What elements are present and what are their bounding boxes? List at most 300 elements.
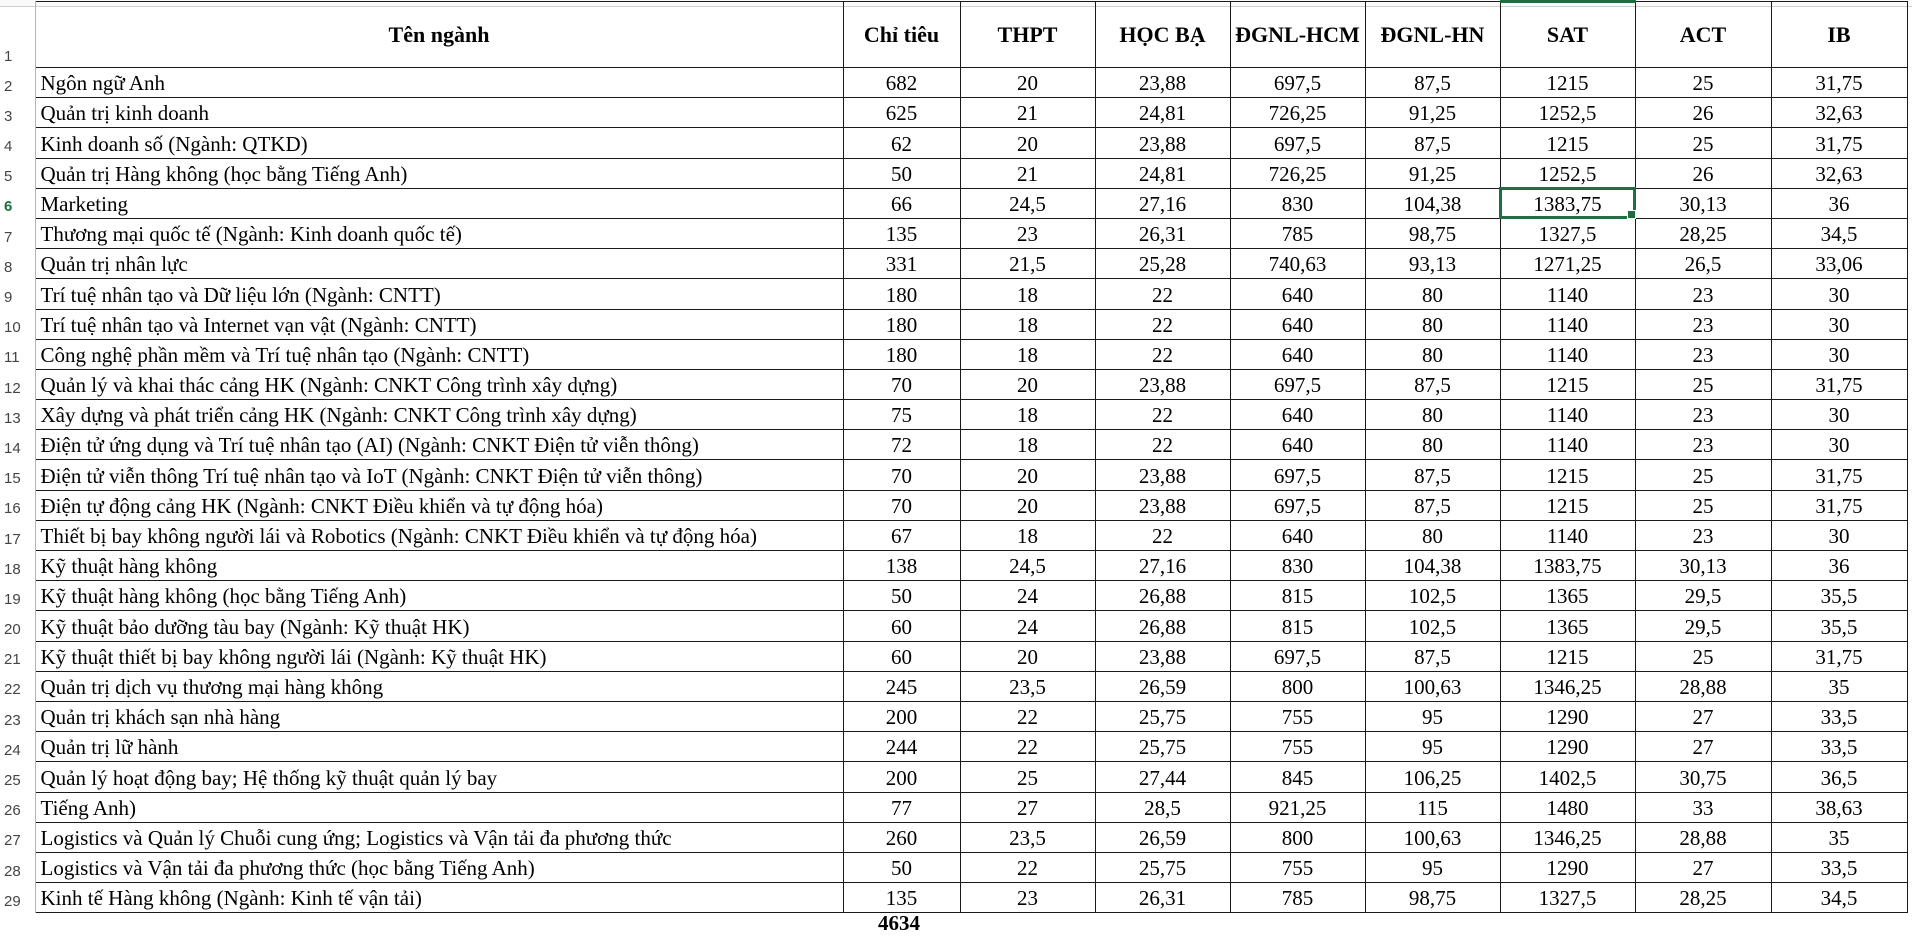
cell-value[interactable] (1635, 490, 1771, 520)
cell-value[interactable] (1771, 68, 1907, 98)
cell-value[interactable] (1771, 279, 1907, 309)
cell-value[interactable] (843, 792, 960, 822)
cell-value[interactable] (1635, 883, 1771, 913)
cell-value[interactable] (1095, 762, 1230, 792)
cell-value[interactable] (1095, 611, 1230, 641)
cell-major-name[interactable] (35, 732, 843, 762)
cell-value[interactable] (1230, 188, 1365, 218)
cell-value[interactable] (1365, 460, 1500, 490)
cell-value[interactable] (843, 520, 960, 550)
row-number[interactable]: 23 (0, 701, 35, 731)
row-number[interactable]: 4 (0, 128, 35, 158)
cell-value[interactable] (1230, 701, 1365, 731)
cell-value[interactable] (1500, 792, 1635, 822)
cell-value[interactable] (1635, 188, 1771, 218)
cell-value[interactable] (960, 460, 1095, 490)
cell-value[interactable] (960, 520, 1095, 550)
cell-value[interactable] (1635, 128, 1771, 158)
cell-value[interactable] (960, 430, 1095, 460)
cell-value[interactable] (1771, 218, 1907, 248)
cell-value[interactable] (1635, 249, 1771, 279)
cell-value[interactable] (1365, 430, 1500, 460)
cell-value[interactable] (1635, 641, 1771, 671)
cell-value[interactable] (1635, 400, 1771, 430)
cell-value[interactable] (960, 158, 1095, 188)
column-header[interactable]: HỌC BẠ (1095, 2, 1230, 68)
cell-value[interactable] (1500, 852, 1635, 882)
cell-value[interactable] (960, 762, 1095, 792)
cell-major-name[interactable] (35, 883, 843, 913)
cell-value[interactable] (1771, 309, 1907, 339)
cell-value[interactable] (960, 732, 1095, 762)
cell-value[interactable] (960, 581, 1095, 611)
cell-value[interactable] (1095, 98, 1230, 128)
cell-value[interactable] (843, 641, 960, 671)
cell-value[interactable] (1771, 551, 1907, 581)
cell-value[interactable] (1365, 309, 1500, 339)
cell-value[interactable] (1095, 339, 1230, 369)
cell-value[interactable] (1771, 188, 1907, 218)
column-header[interactable]: THPT (960, 2, 1095, 68)
cell-value[interactable] (1365, 128, 1500, 158)
cell-value[interactable] (1230, 671, 1365, 701)
cell-value[interactable] (843, 490, 960, 520)
cell-value[interactable] (1365, 158, 1500, 188)
cell-value[interactable] (843, 762, 960, 792)
cell-value[interactable] (1230, 460, 1365, 490)
cell-value[interactable] (1635, 520, 1771, 550)
cell-value[interactable] (1230, 611, 1365, 641)
cell-value[interactable] (843, 581, 960, 611)
cell-value[interactable] (843, 309, 960, 339)
cell-value[interactable] (1500, 701, 1635, 731)
cell-major-name[interactable] (35, 762, 843, 792)
row-number[interactable]: 25 (0, 762, 35, 792)
cell-value[interactable] (1230, 641, 1365, 671)
cell-value[interactable] (1365, 369, 1500, 399)
row-number[interactable]: 22 (0, 671, 35, 701)
row-number[interactable]: 20 (0, 611, 35, 641)
cell-value[interactable] (1365, 641, 1500, 671)
cell-major-name[interactable] (35, 822, 843, 852)
cell-value[interactable] (1635, 852, 1771, 882)
cell-value[interactable] (1500, 68, 1635, 98)
cell-value[interactable] (1230, 762, 1365, 792)
cell-value[interactable] (1230, 218, 1365, 248)
cell-value[interactable] (1230, 430, 1365, 460)
cell-value[interactable] (1771, 792, 1907, 822)
cell-value[interactable] (1095, 732, 1230, 762)
cell-value[interactable] (843, 611, 960, 641)
row-number[interactable]: 17 (0, 520, 35, 550)
cell-value[interactable] (1095, 369, 1230, 399)
cell-value[interactable] (1365, 249, 1500, 279)
cell-value[interactable] (960, 188, 1095, 218)
cell-value[interactable] (843, 188, 960, 218)
cell-value[interactable] (1771, 490, 1907, 520)
cell-value[interactable] (1771, 762, 1907, 792)
cell-value[interactable] (1230, 279, 1365, 309)
cell-value[interactable] (1095, 430, 1230, 460)
cell-value[interactable] (1635, 430, 1771, 460)
cell-major-name[interactable] (35, 158, 843, 188)
cell-value[interactable] (1230, 249, 1365, 279)
row-number[interactable]: 9 (0, 279, 35, 309)
cell-value[interactable] (1771, 852, 1907, 882)
row-number[interactable]: 28 (0, 852, 35, 882)
cell-value[interactable] (1771, 128, 1907, 158)
cell-value[interactable] (1365, 98, 1500, 128)
cell-text: 26,88 (1138, 614, 1187, 639)
cell-value[interactable] (1635, 671, 1771, 701)
row-number[interactable]: 16 (0, 490, 35, 520)
column-header[interactable]: ACT (1635, 2, 1771, 68)
column-header[interactable]: IB (1771, 2, 1907, 68)
cell-value[interactable] (1095, 249, 1230, 279)
cell-value[interactable] (1365, 188, 1500, 218)
cell-value[interactable] (1771, 158, 1907, 188)
cell-value[interactable] (1635, 158, 1771, 188)
cell-value[interactable] (1095, 188, 1230, 218)
cell-major-name[interactable] (35, 279, 843, 309)
cell-value[interactable] (1771, 369, 1907, 399)
cell-value[interactable] (1365, 490, 1500, 520)
cell-value[interactable] (960, 339, 1095, 369)
row-number[interactable]: 21 (0, 641, 35, 671)
cell-value[interactable] (1500, 188, 1635, 218)
cell-value[interactable] (1635, 68, 1771, 98)
cell-value[interactable] (843, 671, 960, 701)
cell-value[interactable] (1365, 551, 1500, 581)
cell-value[interactable] (1500, 279, 1635, 309)
cell-value[interactable] (1365, 792, 1500, 822)
row-number[interactable]: 12 (0, 369, 35, 399)
cell-value[interactable] (960, 98, 1095, 128)
cell-value[interactable] (960, 309, 1095, 339)
cell-value[interactable] (843, 369, 960, 399)
cell-value[interactable] (1095, 671, 1230, 701)
cell-value[interactable] (1635, 279, 1771, 309)
cell-value[interactable] (1500, 641, 1635, 671)
cell-value[interactable] (843, 883, 960, 913)
cell-value[interactable] (1635, 551, 1771, 581)
row-number[interactable]: 3 (0, 98, 35, 128)
cell-major-name[interactable] (35, 852, 843, 882)
cell-major-name[interactable] (35, 641, 843, 671)
cell-value[interactable] (1230, 68, 1365, 98)
cell-value[interactable] (1095, 883, 1230, 913)
cell-value[interactable] (843, 822, 960, 852)
cell-value[interactable] (1635, 732, 1771, 762)
cell-value[interactable] (1500, 460, 1635, 490)
row-number[interactable]: 2 (0, 68, 35, 98)
cell-value[interactable] (1771, 611, 1907, 641)
cell-value[interactable] (1635, 98, 1771, 128)
cell-value[interactable] (960, 822, 1095, 852)
cell-value[interactable] (1095, 852, 1230, 882)
cell-value[interactable] (843, 128, 960, 158)
cell-value[interactable] (1095, 792, 1230, 822)
cell-value[interactable] (1771, 430, 1907, 460)
cell-value[interactable] (1095, 551, 1230, 581)
cell-value[interactable] (1500, 732, 1635, 762)
cell-value[interactable] (1500, 158, 1635, 188)
row-number[interactable]: 18 (0, 551, 35, 581)
cell-value[interactable] (1365, 883, 1500, 913)
cell-value[interactable] (1500, 128, 1635, 158)
cell-major-name[interactable] (35, 249, 843, 279)
cell-value[interactable] (960, 792, 1095, 822)
cell-value[interactable] (1230, 732, 1365, 762)
cell-value[interactable] (1771, 701, 1907, 731)
column-header[interactable]: SAT (1500, 2, 1635, 68)
cell-value[interactable] (1500, 339, 1635, 369)
cell-value[interactable] (1095, 68, 1230, 98)
cell-value[interactable] (1230, 551, 1365, 581)
cell-value[interactable] (1230, 158, 1365, 188)
row-number[interactable]: 6 (0, 188, 35, 218)
cell-major-name[interactable] (35, 551, 843, 581)
cell-value[interactable] (960, 671, 1095, 701)
cell-text: 27 (1692, 735, 1714, 760)
cell-value[interactable] (1365, 762, 1500, 792)
cell-value[interactable] (1500, 400, 1635, 430)
cell-value[interactable] (843, 339, 960, 369)
cell-major-name[interactable] (35, 128, 843, 158)
cell-value[interactable] (1771, 520, 1907, 550)
cell-value[interactable] (1500, 762, 1635, 792)
cell-value[interactable] (1095, 520, 1230, 550)
cell-value[interactable] (1500, 490, 1635, 520)
cell-value[interactable] (1230, 400, 1365, 430)
cell-value[interactable] (1635, 701, 1771, 731)
cell-value[interactable] (1500, 520, 1635, 550)
cell-value[interactable] (1095, 581, 1230, 611)
cell-value[interactable] (1500, 671, 1635, 701)
cell-text: Thiết bị bay không người lái và Robotics (Ngành: CNKT Điều khiển và tự động hóa) (40, 524, 757, 548)
row-number[interactable]: 8 (0, 249, 35, 279)
cell-major-name[interactable] (35, 460, 843, 490)
cell-value[interactable] (843, 400, 960, 430)
cell-major-name[interactable] (35, 430, 843, 460)
cell-value[interactable] (960, 218, 1095, 248)
cell-value[interactable] (1771, 400, 1907, 430)
cell-value[interactable] (960, 249, 1095, 279)
row-number[interactable]: 10 (0, 309, 35, 339)
cell-value[interactable] (1771, 249, 1907, 279)
cell-value[interactable] (843, 98, 960, 128)
cell-value[interactable] (1500, 369, 1635, 399)
cell-value[interactable] (1771, 822, 1907, 852)
cell-value[interactable] (1095, 701, 1230, 731)
cell-value[interactable] (843, 551, 960, 581)
cell-value[interactable] (1500, 611, 1635, 641)
cell-value[interactable] (1230, 883, 1365, 913)
column-header[interactable]: Chỉ tiêu (843, 2, 960, 68)
cell-value[interactable] (1635, 369, 1771, 399)
cell-value[interactable] (960, 369, 1095, 399)
cell-major-name[interactable] (35, 369, 843, 399)
column-header[interactable]: ĐGNL-HN (1365, 2, 1500, 68)
cell-major-name[interactable] (35, 309, 843, 339)
cell-value[interactable] (1771, 339, 1907, 369)
cell-value[interactable] (1230, 339, 1365, 369)
cell-value[interactable] (1365, 732, 1500, 762)
cell-value[interactable] (1365, 520, 1500, 550)
cell-value[interactable] (960, 883, 1095, 913)
cell-value[interactable] (960, 128, 1095, 158)
cell-text: 22 (1152, 342, 1173, 367)
cell-value[interactable] (1230, 98, 1365, 128)
row-number[interactable]: 5 (0, 158, 35, 188)
cell-value[interactable] (1095, 218, 1230, 248)
cell-value[interactable] (1771, 641, 1907, 671)
cell-value[interactable] (1635, 218, 1771, 248)
cell-value[interactable] (1635, 611, 1771, 641)
cell-value[interactable] (960, 279, 1095, 309)
cell-value[interactable] (1365, 581, 1500, 611)
cell-value[interactable] (1230, 309, 1365, 339)
cell-major-name[interactable] (35, 581, 843, 611)
cell-major-name[interactable] (35, 339, 843, 369)
cell-value[interactable] (1365, 339, 1500, 369)
cell-value[interactable] (960, 641, 1095, 671)
cell-value[interactable] (1500, 430, 1635, 460)
cell-value[interactable] (1635, 822, 1771, 852)
row-number[interactable]: 13 (0, 400, 35, 430)
cell-value[interactable] (1500, 249, 1635, 279)
cell-value[interactable] (960, 490, 1095, 520)
cell-value[interactable] (1365, 671, 1500, 701)
cell-major-name[interactable] (35, 701, 843, 731)
cell-value[interactable] (960, 701, 1095, 731)
cell-value[interactable] (1095, 490, 1230, 520)
cell-value[interactable] (1771, 883, 1907, 913)
cell-value[interactable] (1635, 339, 1771, 369)
column-header[interactable]: ĐGNL-HCM (1230, 2, 1365, 68)
cell-value[interactable] (1365, 611, 1500, 641)
row-number[interactable]: 27 (0, 822, 35, 852)
cell-value[interactable] (1635, 581, 1771, 611)
cell-value[interactable] (960, 68, 1095, 98)
cell-major-name[interactable] (35, 671, 843, 701)
cell-value[interactable] (843, 249, 960, 279)
cell-value[interactable] (1500, 218, 1635, 248)
cell-value[interactable] (1095, 158, 1230, 188)
cell-value[interactable] (1095, 460, 1230, 490)
cell-major-name[interactable] (35, 490, 843, 520)
cell-value[interactable] (1230, 490, 1365, 520)
cell-major-name[interactable] (35, 68, 843, 98)
cell-value[interactable] (1635, 460, 1771, 490)
cell-value[interactable] (1230, 792, 1365, 822)
cell-value[interactable] (1230, 520, 1365, 550)
cell-value[interactable] (1230, 822, 1365, 852)
cell-value[interactable] (843, 279, 960, 309)
cell-value[interactable] (1095, 400, 1230, 430)
row-number[interactable]: 1 (0, 2, 35, 68)
cell-value[interactable] (1365, 218, 1500, 248)
cell-value[interactable] (1365, 852, 1500, 882)
row-number[interactable]: 7 (0, 218, 35, 248)
cell-value[interactable] (1230, 369, 1365, 399)
cell-value[interactable] (843, 732, 960, 762)
cell-major-name[interactable] (35, 792, 843, 822)
cell-value[interactable] (960, 551, 1095, 581)
cell-text: 62 (891, 131, 912, 156)
cell-text: Marketing (40, 191, 128, 216)
cell-value[interactable] (843, 158, 960, 188)
cell-value[interactable] (1365, 701, 1500, 731)
cell-value[interactable] (1771, 671, 1907, 701)
cell-value[interactable] (960, 611, 1095, 641)
row-number[interactable]: 11 (0, 339, 35, 369)
cell-major-name[interactable] (35, 611, 843, 641)
cell-value[interactable] (843, 430, 960, 460)
cell-major-name[interactable] (35, 188, 843, 218)
cell-value[interactable] (1095, 309, 1230, 339)
cell-value[interactable] (1365, 400, 1500, 430)
cell-text: 80 (1422, 282, 1443, 307)
cell-value[interactable] (1771, 460, 1907, 490)
cell-value[interactable] (1230, 581, 1365, 611)
cell-value[interactable] (843, 218, 960, 248)
cell-value[interactable] (1771, 581, 1907, 611)
cell-value[interactable] (1230, 128, 1365, 158)
row-number[interactable]: 19 (0, 581, 35, 611)
cell-value[interactable] (843, 68, 960, 98)
cell-value[interactable] (1500, 822, 1635, 852)
row-number[interactable]: 15 (0, 460, 35, 490)
cell-value[interactable] (843, 460, 960, 490)
cell-value[interactable] (1635, 309, 1771, 339)
cell-value[interactable] (843, 852, 960, 882)
cell-value[interactable] (1365, 68, 1500, 98)
cell-value[interactable] (960, 852, 1095, 882)
cell-major-name[interactable] (35, 98, 843, 128)
row-number[interactable]: 24 (0, 732, 35, 762)
cell-value[interactable] (1365, 822, 1500, 852)
cell-major-name[interactable] (35, 400, 843, 430)
cell-value[interactable] (1230, 852, 1365, 882)
cell-value[interactable] (1500, 309, 1635, 339)
cell-major-name[interactable] (35, 218, 843, 248)
row-number[interactable]: 14 (0, 430, 35, 460)
cell-text: 785 (1281, 886, 1314, 911)
cell-value[interactable] (1500, 98, 1635, 128)
row-number[interactable]: 26 (0, 792, 35, 822)
cell-value[interactable] (1500, 883, 1635, 913)
cell-value[interactable] (843, 701, 960, 731)
cell-text: 20 (1017, 71, 1038, 96)
fill-handle[interactable] (1627, 210, 1636, 219)
cell-value[interactable] (1771, 98, 1907, 128)
cell-value[interactable] (1635, 762, 1771, 792)
cell-value[interactable] (1500, 551, 1635, 581)
cell-value[interactable] (1771, 732, 1907, 762)
cell-value[interactable] (1500, 581, 1635, 611)
cell-value[interactable] (960, 400, 1095, 430)
cell-value[interactable] (1095, 128, 1230, 158)
cell-value[interactable] (1095, 279, 1230, 309)
cell-major-name[interactable] (35, 520, 843, 550)
cell-value[interactable] (1635, 792, 1771, 822)
cell-value[interactable] (1095, 641, 1230, 671)
row-number[interactable]: 29 (0, 883, 35, 913)
cell-value[interactable] (1365, 279, 1500, 309)
column-header[interactable]: Tên ngành (35, 2, 843, 68)
cell-value[interactable] (1095, 822, 1230, 852)
